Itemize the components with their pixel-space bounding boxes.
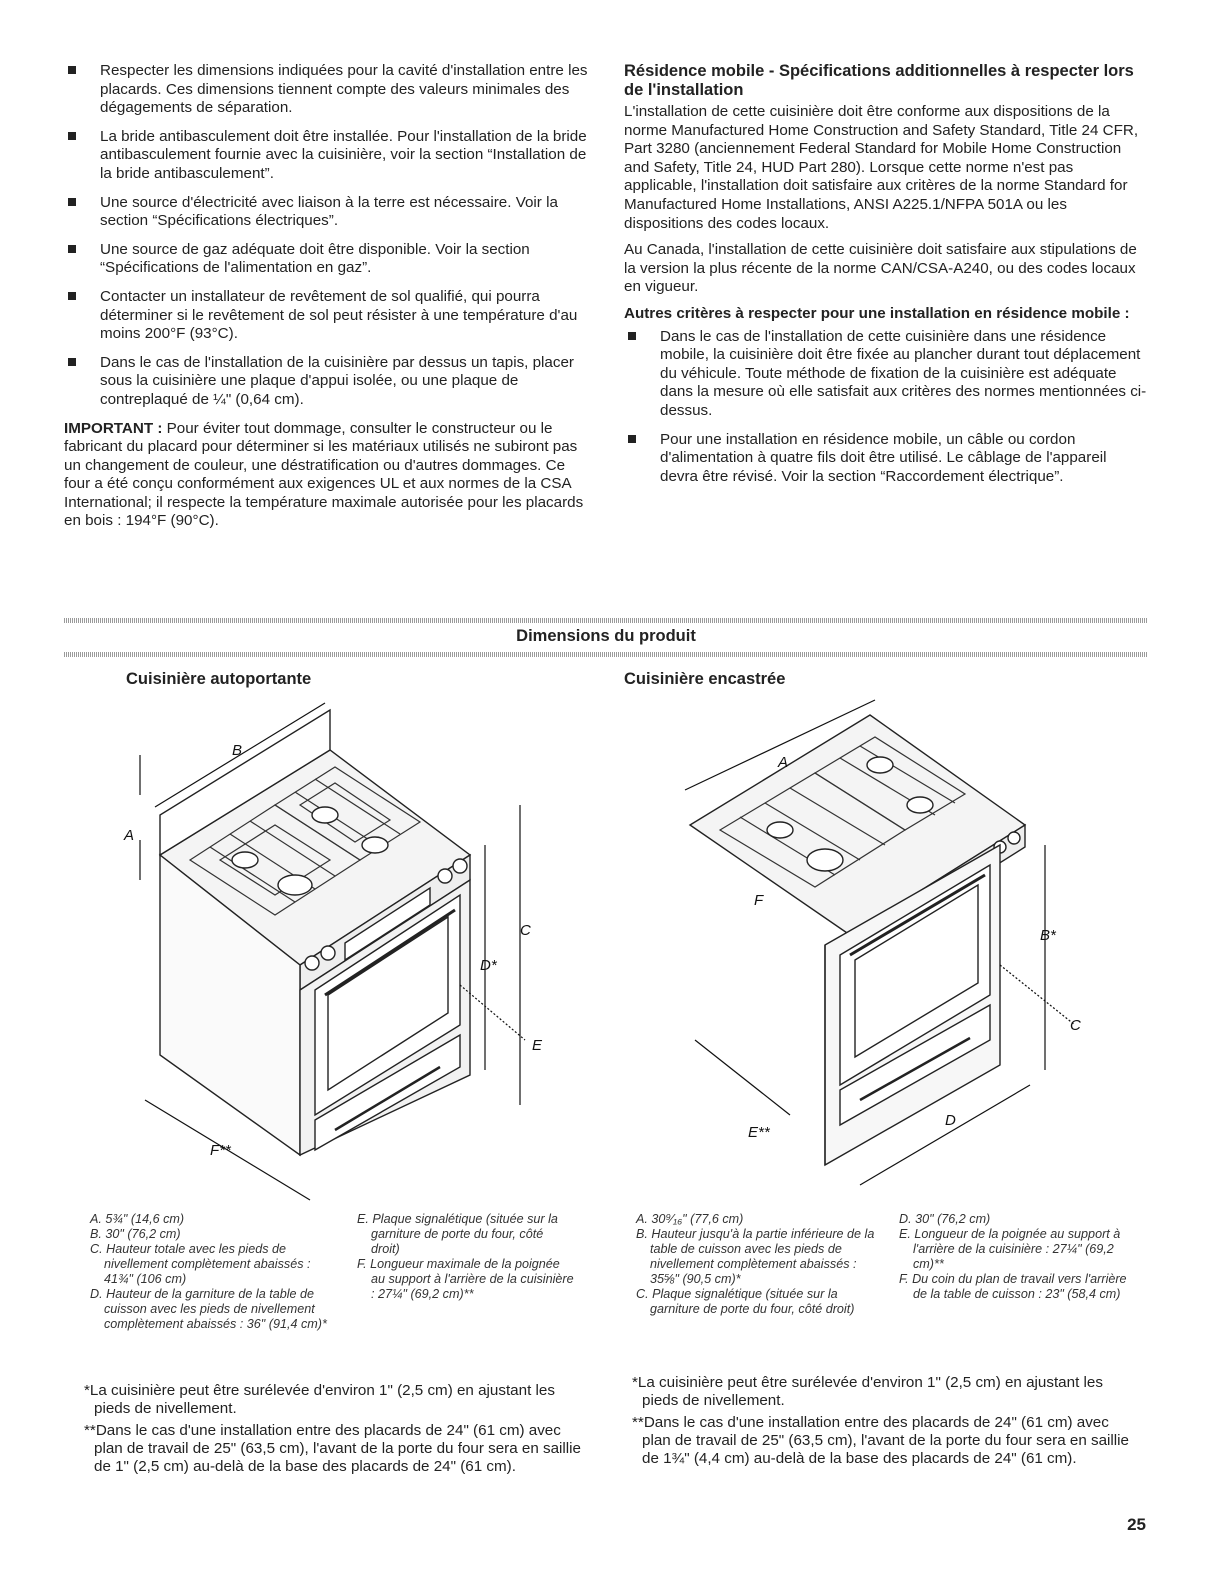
left-column xyxy=(64,62,592,539)
legend-item: B. Hauteur jusqu'à la partie inférieure de la table de cuisson avec les pieds de nivellement complètement abaissés : 35⅝" (90,5 cm)* xyxy=(636,1227,875,1286)
slidein-range-svg xyxy=(650,695,1110,1205)
dimension-label-f: F xyxy=(754,892,764,909)
important-text: Pour éviter tout dommage, consulter le constructeur ou le fabricant du placard pour déterminer si les matériaux utilisés ne subiront pas un changement de couleur, une déstratification ou d'autres dommages. Ce four a été conçu conformément aux exigences UL et aux normes de la CSA International; il respecte la température maximale autorisée pour les placards en bois : 194°F (90°C). xyxy=(64,419,584,530)
dimension-label-f: F** xyxy=(210,1142,231,1159)
dimension-label-e: E** xyxy=(748,1124,770,1141)
freestanding-legend-col2 xyxy=(357,1212,575,1302)
list-item: Respecter les dimensions indiquées pour la cavité d'installation entre les placards. Ces dimensions tiennent compte des valeurs minimales des dégagements de séparation. xyxy=(64,62,592,118)
bullet-square-icon xyxy=(68,132,76,140)
bullet-square-icon xyxy=(68,66,76,74)
freestanding-notes xyxy=(80,1382,585,1480)
section-divider-bottom xyxy=(64,652,1148,657)
page-number: 25 xyxy=(1127,1515,1146,1534)
list-item: Une source de gaz adéquate doit être disponible. Voir la section “Spécifications de l'alimentation en gaz”. xyxy=(64,241,592,278)
slidein-range-illustration xyxy=(650,695,1110,1205)
legend-item: E. Longueur de la poignée au support à l'arrière de la cuisinière : 27¼" (69,2 cm)** xyxy=(899,1227,1121,1271)
freestanding-title: Cuisinière autoportante xyxy=(126,670,312,688)
legend-item: A. 30⁹⁄₁₆" (77,6 cm) xyxy=(636,1212,744,1226)
important-paragraph xyxy=(64,420,592,532)
mobile-home-heading: Résidence mobile - Spécifications additionnelles à respecter lors de l'installation xyxy=(624,62,1134,99)
list-item: Pour une installation en résidence mobile, un câble ou cordon d'alimentation à quatre fils doit être utilisé. Le câblage de l'appareil devra être révisé. Voir la section “Raccordement électrique”. xyxy=(624,431,1148,487)
legend-item: C. Hauteur totale avec les pieds de nivellement complètement abaissés : 41¾" (106 cm) xyxy=(90,1242,311,1286)
legend-item: C. Plaque signalétique (située sur la garniture de porte du four, côté droit) xyxy=(636,1287,855,1316)
freestanding-legend-col1 xyxy=(90,1212,340,1332)
freestanding-range-illustration xyxy=(100,695,580,1205)
dimension-label-a: A xyxy=(778,754,789,771)
dimension-label-a: A xyxy=(124,827,135,844)
dimension-label-b: B* xyxy=(1040,927,1056,944)
list-item: Une source d'électricité avec liaison à la terre est nécessaire. Voir la section “Spécifications électriques”. xyxy=(64,194,592,231)
bullet-square-icon xyxy=(68,358,76,366)
legend-item: E. Plaque signalétique (située sur la garniture de porte du four, côté droit) xyxy=(357,1212,558,1256)
footnote: **Dans le cas d'une installation entre des placards de 24" (61 cm) avec plan de travail de 25" (63,5 cm), l'avant de la porte du four sera en saillie de 1" (2,5 cm) au-delà de la base des placards de 24" (61 cm). xyxy=(84,1422,581,1475)
dimension-label-d: D* xyxy=(480,957,497,974)
dimension-label-e: E xyxy=(532,1037,543,1054)
dimension-label-b: B xyxy=(232,742,243,759)
legend-item: F. Longueur maximale de la poignée au support à l'arrière de la cuisinière : 27¼" (69,2 cm)** xyxy=(357,1257,574,1301)
list-item: Dans le cas de l'installation de cette cuisinière dans une résidence mobile, la cuisinière doit être fixée au plancher durant tout déplacement du véhicule. Toute méthode de fixation de la cuisinière est adéquate dans la mesure où elle satisfait aux critères des normes mentionnées ci-dessus. xyxy=(624,328,1148,421)
freestanding-range-svg xyxy=(100,695,580,1205)
mobile-home-paragraph: L'installation de cette cuisinière doit être conforme aux dispositions de la norme Manufactured Home Construction and Safety Standard, Title 24 CFR, Part 3280 (anciennement Federal Standard for Mobile Home Construction and Safety, Title 24, HUD Part 280). Lorsque cette norme n'est pas applicable, l'installation doit satisfaire aux critères de la norme Standard for Manufactured Home Installations, ANSI A225.1/NFPA 501A ou les dispositions des codes locaux. xyxy=(624,103,1139,232)
slidein-legend-col2 xyxy=(899,1212,1129,1302)
bullet-square-icon xyxy=(628,435,636,443)
canada-paragraph: Au Canada, l'installation de cette cuisinière doit satisfaire aux stipulations de la version la plus récente de la norme CAN/CSA-A240, ou des codes locaux en vigueur. xyxy=(624,241,1137,296)
legend-item: D. Hauteur de la garniture de la table de cuisson avec les pieds de nivellement complètement abaissés : 36" (91,4 cm)* xyxy=(90,1287,327,1331)
bullet-square-icon xyxy=(68,292,76,300)
legend-item: A. 5¾" (14,6 cm) xyxy=(90,1212,185,1226)
dimension-label-c: C xyxy=(1070,1017,1081,1034)
list-item: Dans le cas de l'installation de la cuisinière par dessus un tapis, placer sous la cuisinière une plaque d'appui isolée, ou une plaque de contreplaqué de ¼" (0,64 cm). xyxy=(64,354,592,410)
bullet-square-icon xyxy=(68,245,76,253)
list-item: Contacter un installateur de revêtement de sol qualifié, qui pourra déterminer si le revêtement de sol peut résister à une température d'au moins 200°F (93°C). xyxy=(64,288,592,344)
right-column xyxy=(624,62,1148,496)
footnote: *La cuisinière peut être surélevée d'environ 1" (2,5 cm) en ajustant les pieds de nivellement. xyxy=(84,1382,555,1417)
bullet-square-icon xyxy=(68,198,76,206)
dimension-label-d: D xyxy=(945,1112,956,1129)
legend-item: F. Du coin du plan de travail vers l'arrière de la table de cuisson : 23" (58,4 cm) xyxy=(899,1272,1127,1301)
mobile-home-list xyxy=(624,328,1148,487)
slidein-notes xyxy=(628,1374,1133,1472)
dimension-label-c: C xyxy=(520,922,531,939)
other-criteria-heading: Autres critères à respecter pour une installation en résidence mobile : xyxy=(624,304,1130,322)
requirements-list xyxy=(64,62,592,410)
section-title: Dimensions du produit xyxy=(516,627,696,645)
slidein-title: Cuisinière encastrée xyxy=(624,670,786,688)
slidein-legend-col1 xyxy=(636,1212,876,1317)
bullet-square-icon xyxy=(628,332,636,340)
legend-item: D. 30" (76,2 cm) xyxy=(899,1212,991,1226)
list-item: La bride antibasculement doit être installée. Pour l'installation de la bride antibasculement fournie avec la cuisinière, voir la section “Installation de la bride antibasculement”. xyxy=(64,128,592,184)
section-divider-top xyxy=(64,618,1148,623)
legend-item: B. 30" (76,2 cm) xyxy=(90,1227,181,1241)
footnote: *La cuisinière peut être surélevée d'environ 1" (2,5 cm) en ajustant les pieds de nivellement. xyxy=(632,1374,1103,1409)
footnote: **Dans le cas d'une installation entre des placards de 24" (61 cm) avec plan de travail de 25" (63,5 cm), l'avant de la porte du four sera en saillie de 1¾" (4,4 cm) au-delà de la base des placards de 24" (61 cm). xyxy=(632,1414,1129,1467)
important-label: IMPORTANT : xyxy=(64,419,163,437)
